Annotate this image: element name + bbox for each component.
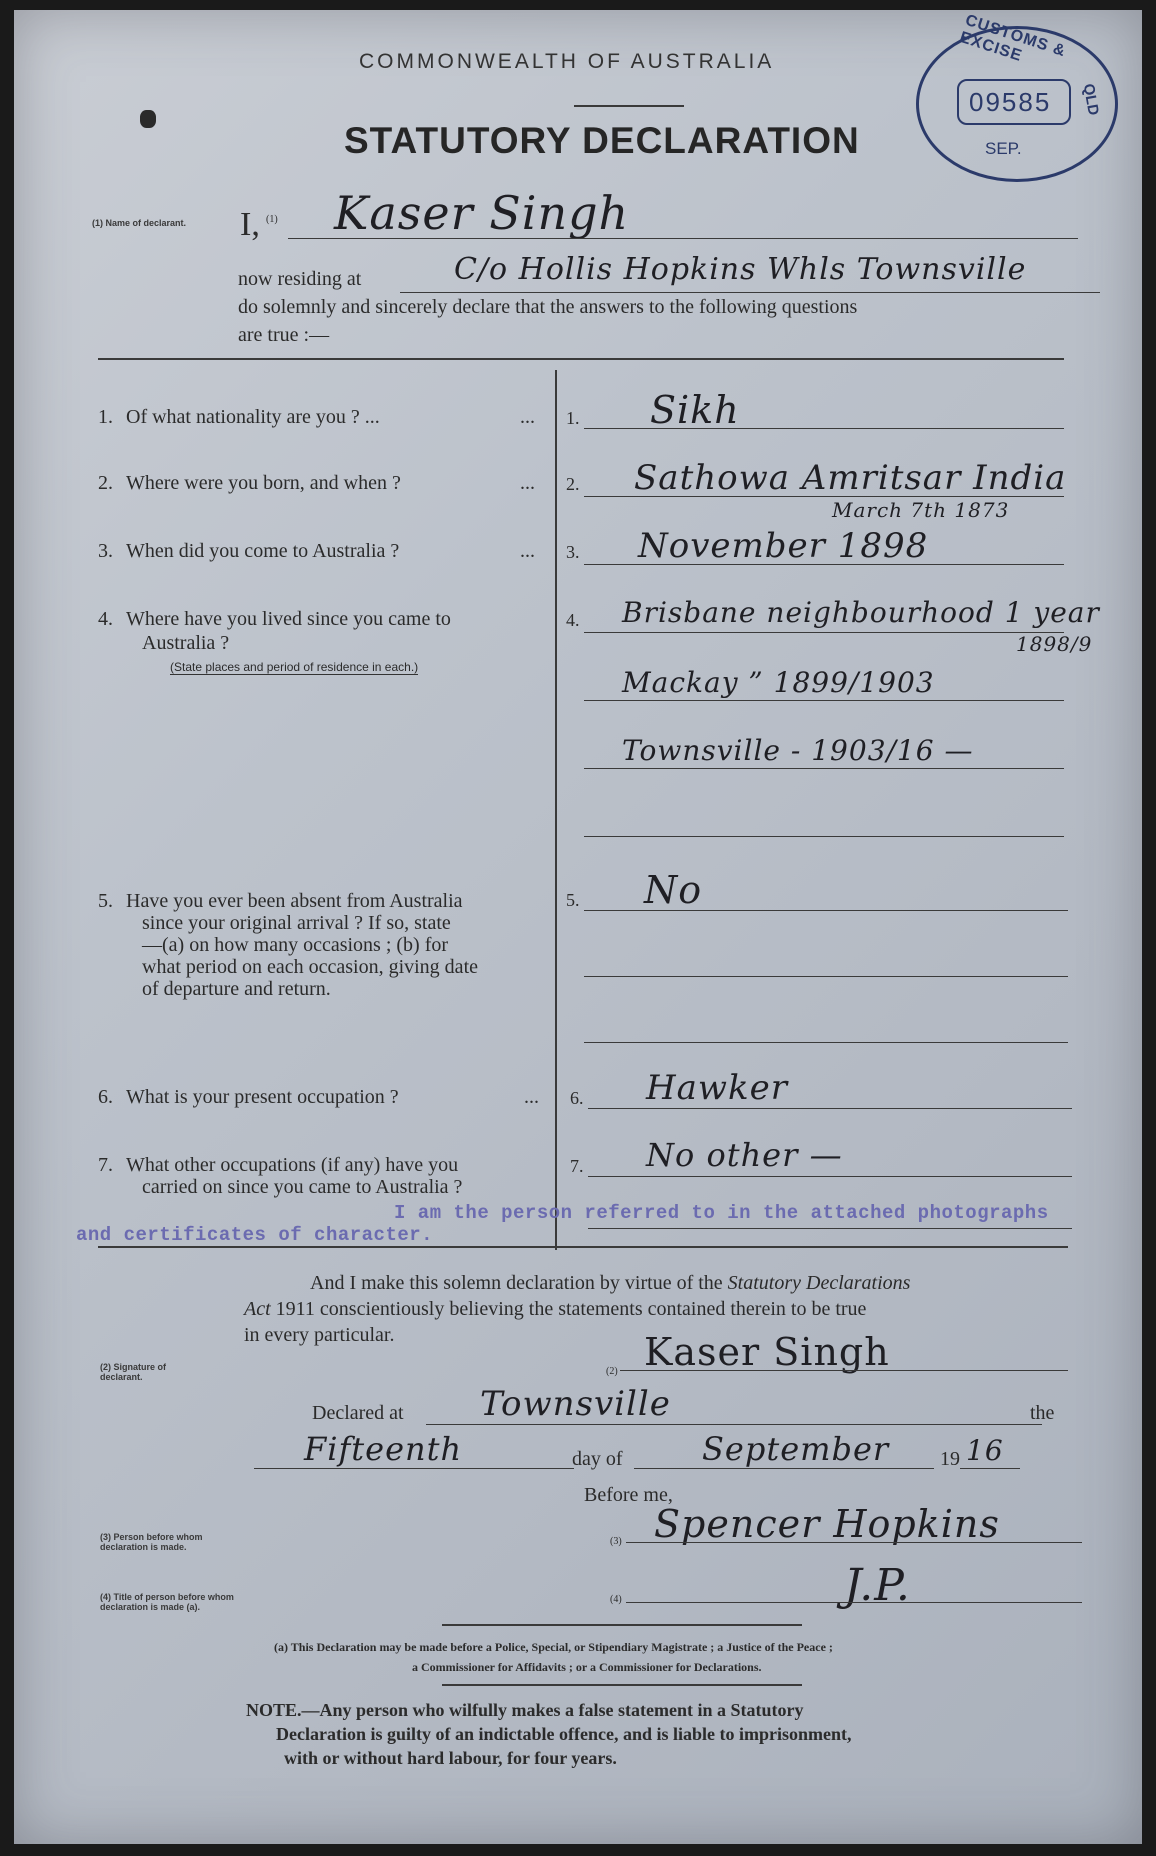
- declaration-line-1-text: And I make this solemn declaration by virtue of the: [310, 1272, 728, 1294]
- i-label: I,: [240, 206, 260, 243]
- answer-5-rule-3: [584, 1042, 1068, 1043]
- answer-4-sub: 1898/9: [1016, 632, 1093, 656]
- name-line: [288, 238, 1078, 239]
- question-5-line-1: since your original arrival ? If so, state: [142, 912, 451, 934]
- answer-3-line: [584, 564, 1064, 565]
- before-me-label: Before me,: [584, 1484, 673, 1506]
- year-prefix: 19: [940, 1448, 960, 1470]
- header-rule: [574, 105, 684, 107]
- signature-line: [620, 1370, 1068, 1371]
- question-3-dots: ...: [520, 540, 535, 562]
- year-line: [960, 1468, 1020, 1469]
- stamp-number-box: [957, 79, 1071, 125]
- answer-1: Sikh: [650, 388, 740, 432]
- answer-2-sub: March 7th 1873: [832, 498, 1010, 522]
- answer-4-line: [584, 632, 1064, 633]
- declaration-line-2: [244, 1298, 866, 1321]
- answer-7-line: [588, 1176, 1072, 1177]
- margin-note-name: (1) Name of declarant.: [92, 218, 187, 228]
- declaration-act-word: Act: [244, 1298, 271, 1320]
- title-before-line: [626, 1602, 1082, 1603]
- question-3-num: 3.: [98, 540, 113, 562]
- declarant-name: Kaser Singh: [334, 186, 630, 240]
- question-4-text2: Australia ?: [142, 632, 230, 654]
- commonwealth-heading: COMMONWEALTH OF AUSTRALIA: [359, 50, 775, 73]
- customs-stamp: [916, 11, 1118, 182]
- answer-5-rule-2: [584, 976, 1068, 977]
- answer-2-num: 2.: [566, 474, 580, 494]
- declaration-line-2-text: 1911 conscientiously believing the statements contained therein to be true: [270, 1298, 867, 1320]
- signature-marker: (2): [606, 1366, 618, 1377]
- question-1-dots: ...: [520, 406, 535, 428]
- person-before-line: [626, 1542, 1082, 1543]
- questions-top-rule: [98, 358, 1064, 360]
- question-5-text: Have you ever been absent from Australia: [126, 890, 463, 912]
- answer-1-num: 1.: [566, 408, 580, 428]
- residence-line: [400, 292, 1100, 293]
- answer-5-num: 5.: [566, 890, 580, 910]
- answer-7-rule-2: [588, 1228, 1072, 1229]
- note-line-1: NOTE.—Any person who wilfully makes a false statement in a Statutory: [246, 1700, 804, 1720]
- question-6-text: What is your present occupation ?: [126, 1086, 399, 1108]
- month-value: September: [702, 1430, 890, 1468]
- answer-7: No other —: [646, 1136, 843, 1174]
- declared-at-label: Declared at: [312, 1402, 404, 1424]
- person-marker: (3): [610, 1536, 622, 1547]
- question-5-num: 5.: [98, 890, 113, 912]
- footnote-line-2: a Commissioner for Affidavits ; or a Commissioner for Declarations.: [412, 1660, 762, 1674]
- ink-blot: [140, 110, 156, 128]
- footnote-top-rule: [442, 1624, 802, 1626]
- question-1-num: 1.: [98, 406, 113, 428]
- answer-4-line-3: Townsville - 1903/16 —: [622, 734, 974, 767]
- question-2-num: 2.: [98, 472, 113, 494]
- question-5-line-3: what period on each occasion, giving date: [142, 956, 478, 978]
- answer-4-rule-3: [584, 768, 1064, 769]
- answer-5: No: [644, 868, 703, 912]
- margin-note-signature: (2) Signature of declarant.: [100, 1362, 167, 1382]
- declared-at-place: Townsville: [480, 1384, 671, 1424]
- year-value: 16: [966, 1434, 1004, 1467]
- answer-2: Sathowa Amritsar India: [634, 458, 1067, 498]
- question-6-dots: ...: [524, 1086, 539, 1108]
- person-before-signature: Spencer Hopkins: [654, 1502, 1000, 1546]
- month-line: [634, 1468, 934, 1469]
- page-title: STATUTORY DECLARATION: [344, 120, 860, 161]
- answer-4-line-2: Mackay ” 1899/1903: [622, 666, 935, 699]
- question-7-num: 7.: [98, 1154, 113, 1176]
- answer-4-rule-4: [584, 836, 1064, 837]
- day-of-label: day of: [572, 1448, 623, 1470]
- declaration-act-name: Statutory Declarations: [727, 1272, 911, 1294]
- footnote-line-1: (a) This Declaration may be made before a Police, Special, or Stipendiary Magistrate ; a Justice of the Peace ;: [274, 1640, 833, 1654]
- note-line-3: with or without hard labour, for four years.: [284, 1748, 617, 1768]
- title-before: J.P.: [844, 1560, 911, 1611]
- residence: C/o Hollis Hopkins Whls Townsville: [454, 252, 1027, 287]
- footnote-bottom-rule: [442, 1684, 802, 1686]
- declared-at-line: [426, 1424, 1042, 1425]
- note-line-2: Declaration is guilty of an indictable offence, and is liable to imprisonment,: [276, 1724, 852, 1744]
- answer-3-num: 3.: [566, 542, 580, 562]
- answer-6-line: [588, 1108, 1072, 1109]
- answer-6-num: 6.: [570, 1088, 584, 1108]
- question-4-num: 4.: [98, 608, 113, 630]
- question-2-dots: ...: [520, 472, 535, 494]
- declaration-line-3: in every particular.: [244, 1324, 395, 1346]
- day-line: [254, 1468, 574, 1469]
- answer-1-line: [584, 428, 1064, 429]
- question-6-num: 6.: [98, 1086, 113, 1108]
- typed-note-line-1: I am the person referred to in the attached photographs: [394, 1202, 1049, 1224]
- stamp-month: SEP.: [985, 139, 1022, 158]
- questions-bottom-rule: [98, 1246, 1068, 1248]
- margin-note-title-before: (4) Title of person before whom declaration is made (a).: [100, 1592, 234, 1612]
- answer-5-line: [584, 910, 1068, 911]
- day-value: Fifteenth: [304, 1430, 463, 1468]
- stamp-top-text: CUSTOMS & EXCISE: [957, 11, 1068, 66]
- column-divider: [555, 370, 557, 1250]
- answer-3: November 1898: [638, 526, 929, 566]
- question-1-text: Of what nationality are you ? ...: [126, 406, 380, 428]
- answer-6: Hawker: [646, 1068, 788, 1108]
- answer-4: Brisbane neighbourhood 1 year: [622, 596, 1100, 629]
- declarant-signature: Kaser Singh: [644, 1330, 890, 1374]
- question-7-text2: carried on since you came to Australia ?: [142, 1176, 463, 1198]
- title-marker: (4): [610, 1594, 622, 1605]
- question-5-line-4: of departure and return.: [142, 978, 331, 1000]
- answer-4-num: 4.: [566, 610, 580, 630]
- question-4-note: (State places and period of residence in each.): [170, 660, 419, 674]
- question-5-line-2: —(a) on how many occasions ; (b) for: [142, 934, 449, 956]
- margin-note-person-before: (3) Person before whom declaration is made.: [100, 1532, 203, 1552]
- typed-note-line-2: and certificates of character.: [76, 1224, 434, 1246]
- the-label: the: [1030, 1402, 1055, 1424]
- stamp-number: 09585: [969, 87, 1052, 117]
- declaration-line-1: [310, 1272, 910, 1295]
- are-true-text: are true :—: [238, 324, 330, 346]
- question-4-text: Where have you lived since you came to: [126, 608, 451, 630]
- stamp-state: QLD: [1079, 82, 1102, 117]
- solemnly-text: do solemnly and sincerely declare that the answers to the following questions: [238, 296, 858, 318]
- question-3-text: When did you come to Australia ?: [126, 540, 400, 562]
- question-7-text: What other occupations (if any) have you: [126, 1154, 459, 1176]
- i-marker: (1): [266, 214, 278, 225]
- answer-4-rule-2: [584, 700, 1064, 701]
- residing-label: now residing at: [238, 268, 362, 290]
- answer-7-num: 7.: [570, 1156, 584, 1176]
- question-2-text: Where were you born, and when ?: [126, 472, 401, 494]
- answer-2-line: [584, 496, 1064, 497]
- declaration-form: [14, 10, 1142, 1844]
